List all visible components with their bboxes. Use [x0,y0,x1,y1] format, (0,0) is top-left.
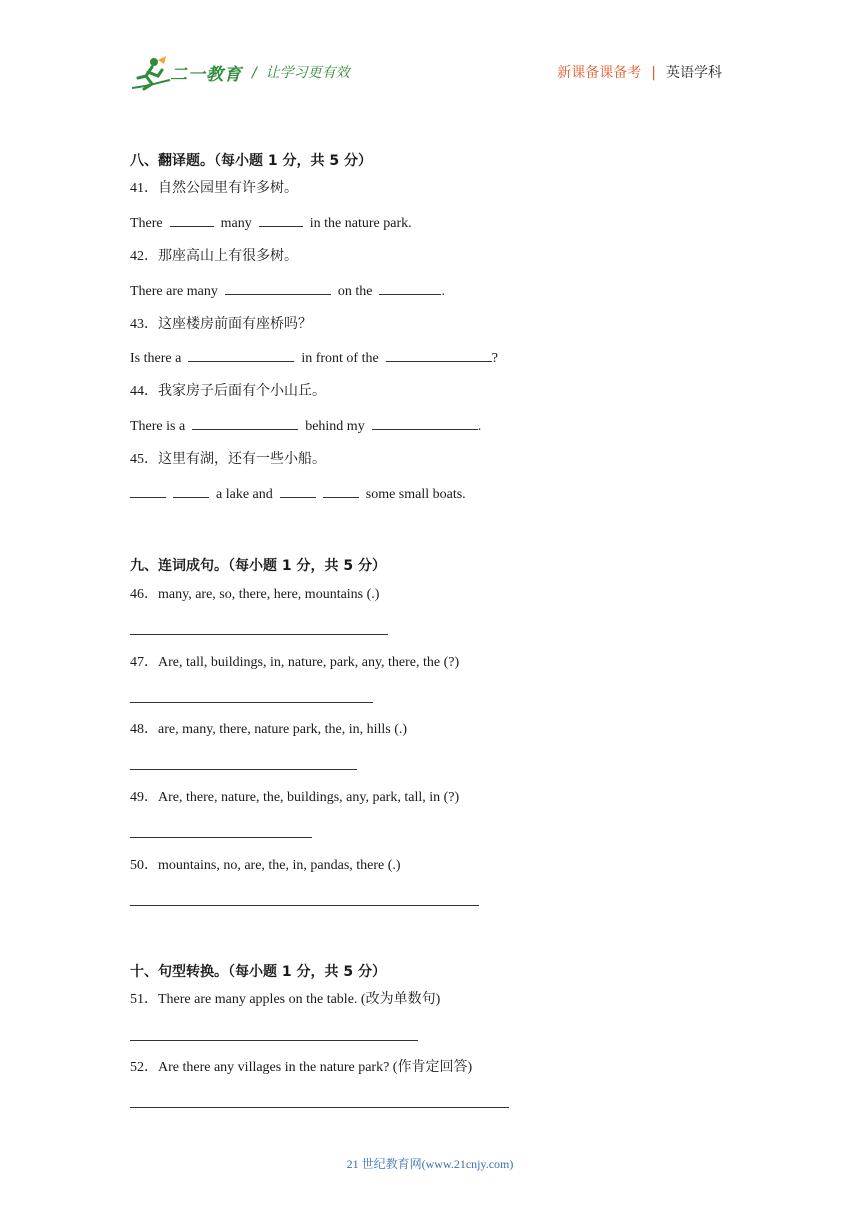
question-51: 51．There are many apples on the table. (改为单数句) [130,992,441,1007]
blank[interactable] [280,485,316,498]
q41-part1: There [130,216,163,231]
q45-part1: a lake and [216,487,273,502]
logo-text: 二一教育 [170,65,242,85]
blank[interactable] [130,485,166,498]
blank[interactable] [188,349,294,362]
page-header [0,0,860,110]
answer-line[interactable] [130,702,373,703]
page-footer: 21 世纪教育网(www.21cnjy.com) [346,1157,514,1171]
q44-part1: There is a [130,419,186,434]
question-49: 49．Are, there, nature, the, buildings, any, park, tall, in (?) [130,790,460,805]
q44-part2: behind my [305,419,365,434]
section-title-8: 八、翻译题。（每小题 1 分，共 5 分） [130,153,372,169]
section-title-9: 九、连词成句。（每小题 1 分，共 5 分） [130,558,386,574]
question-48: 48．are, many, there, nature park, the, in, hills (.) [130,722,408,737]
answer-line-44 [130,417,481,436]
header-right [557,62,722,82]
question-50: 50．mountains, no, are, the, in, pandas, there (.) [130,858,401,873]
answer-line-41 [130,214,412,233]
answer-line[interactable] [130,1107,509,1108]
header-subject-label: 英语学科 [666,65,722,81]
question-43: 43．这座楼房前面有座桥吗？ [130,317,312,332]
section-title-10: 十、句型转换。（每小题 1 分，共 5 分） [130,964,386,980]
question-45: 45．这里有湖，还有一些小船。 [130,452,326,467]
header-separator: | [651,65,656,81]
blank[interactable] [372,417,478,430]
question-47: 47．Are, tall, buildings, in, nature, park, any, there, the (?) [130,655,460,670]
answer-line[interactable] [130,634,388,635]
question-52: 52．Are there any villages in the nature park? (作肯定回答) [130,1060,473,1075]
blank[interactable] [386,349,492,362]
blank[interactable] [173,485,209,498]
q41-part3: in the nature park. [309,216,412,231]
q44-part3: . [477,419,482,434]
q43-part3: ? [491,351,498,366]
question-41: 41．自然公园里有许多树。 [130,181,298,196]
question-46: 46．many, are, so, there, here, mountains (.) [130,587,380,602]
slogan-text: 让学习更有效 [265,65,350,81]
blank[interactable] [170,214,214,227]
slogan: / 让学习更有效 [252,65,350,81]
q42-part2: on the [337,284,373,299]
q42-part3: . [441,284,445,299]
q42-part1: There are many [130,284,218,299]
header-course-label: 新课备课备考 [557,65,642,81]
q43-part2: in front of the [301,351,379,366]
blank[interactable] [225,282,331,295]
blank[interactable] [192,417,298,430]
blank[interactable] [259,214,303,227]
answer-line[interactable] [130,1040,418,1041]
answer-line[interactable] [130,837,312,838]
q45-part2: some small boats. [365,487,466,502]
answer-line[interactable] [130,769,357,770]
answer-line-42 [130,282,445,301]
question-42: 42．那座高山上有很多树。 [130,249,298,264]
question-44: 44．我家房子后面有个小山丘。 [130,384,326,399]
answer-line[interactable] [130,905,479,906]
blank[interactable] [379,282,441,295]
answer-line-43 [130,349,498,368]
q41-part2: many [220,216,252,231]
blank[interactable] [323,485,359,498]
answer-line-45 [130,485,466,504]
q43-part1: Is there a [130,351,182,366]
